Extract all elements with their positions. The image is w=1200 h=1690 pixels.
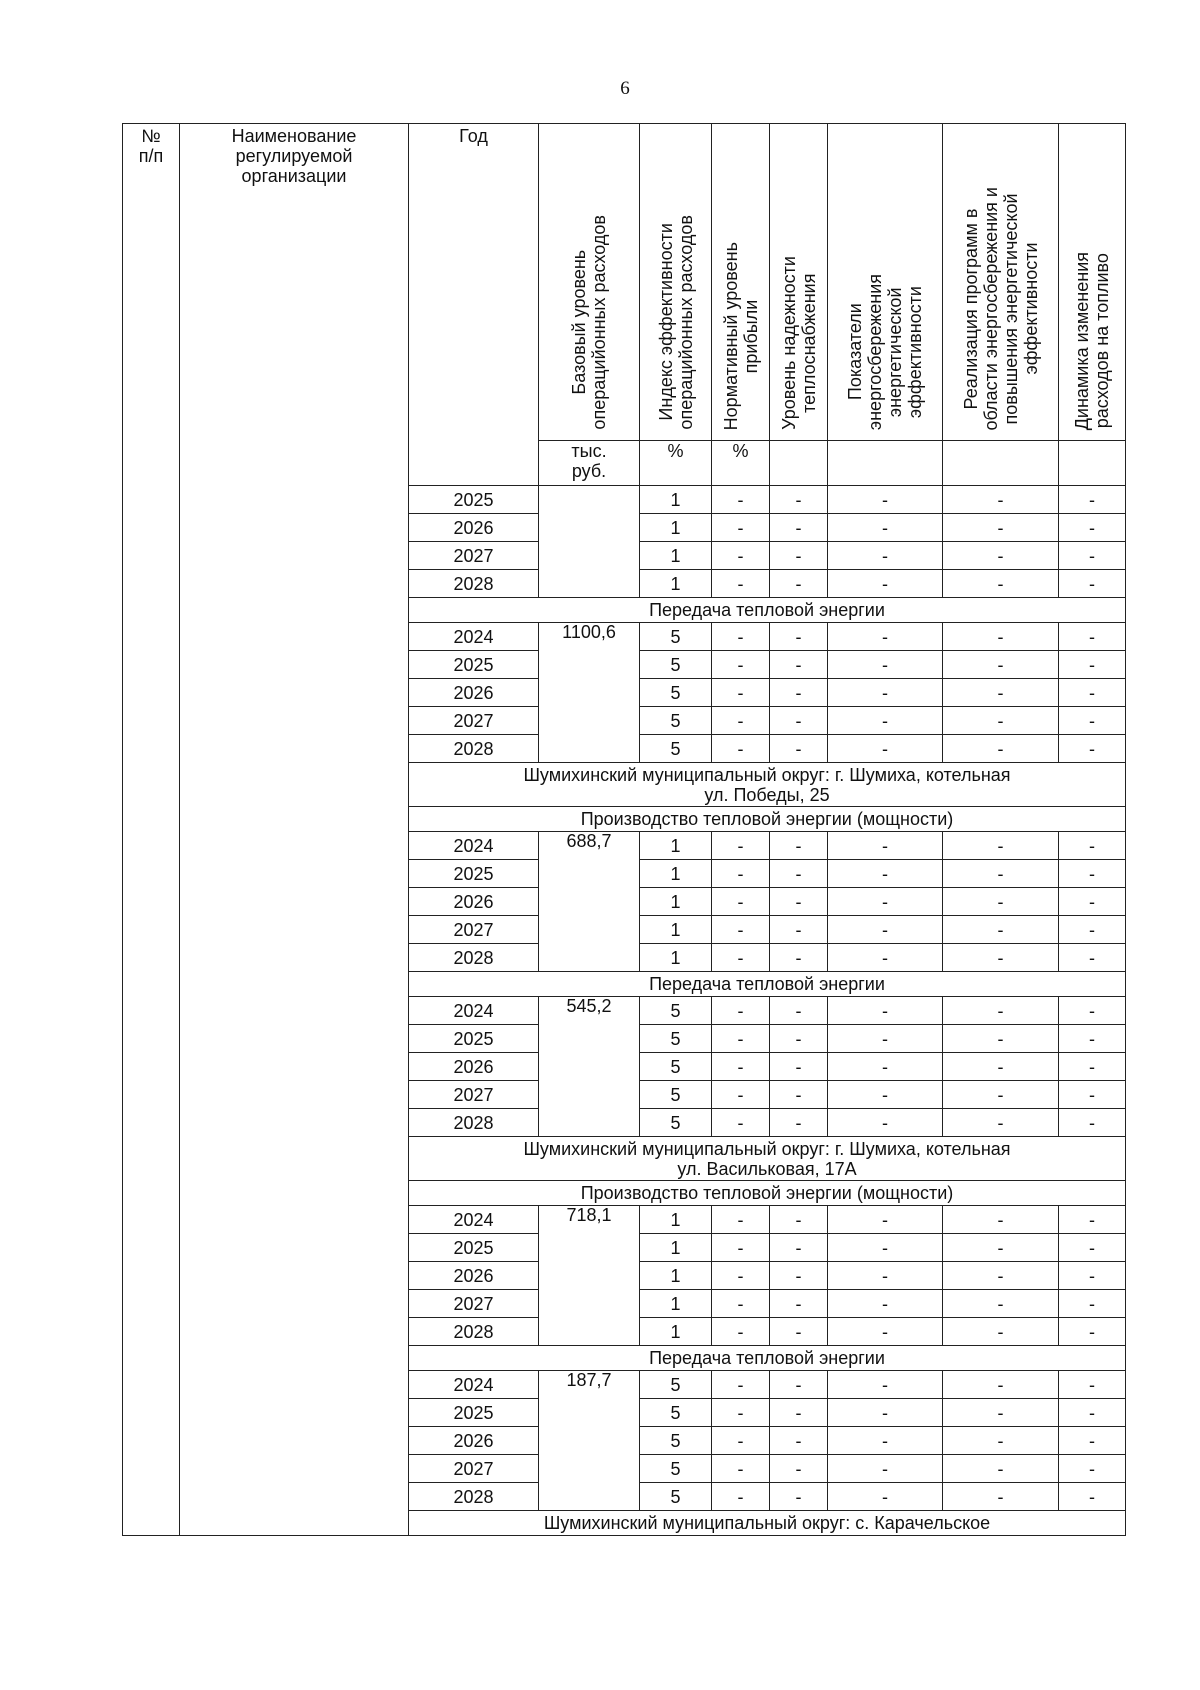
fuel-cell: - xyxy=(1059,1427,1126,1455)
programs-cell: - xyxy=(943,1399,1059,1427)
energy-indicators-cell: - xyxy=(828,1109,943,1137)
energy-indicators-cell: - xyxy=(828,944,943,972)
energy-indicators-cell: - xyxy=(828,1081,943,1109)
profit-cell: - xyxy=(712,832,770,860)
year-cell: 2026 xyxy=(409,514,539,542)
fuel-cell: - xyxy=(1059,486,1126,514)
col-profit-header: Нормативный уровень прибыли xyxy=(712,124,770,441)
energy-indicators-cell: - xyxy=(828,707,943,735)
energy-indicators-cell: - xyxy=(828,486,943,514)
reliability-cell: - xyxy=(770,542,828,570)
year-cell: 2025 xyxy=(409,1399,539,1427)
section-title: Производство тепловой энергии (мощности) xyxy=(409,807,1126,832)
index-cell: 1 xyxy=(640,486,712,514)
programs-cell: - xyxy=(943,542,1059,570)
fuel-cell: - xyxy=(1059,542,1126,570)
year-cell: 2028 xyxy=(409,735,539,763)
header-row xyxy=(123,124,1126,441)
org-title: Шумихинский муниципальный округ: с. Карачельское xyxy=(409,1511,1126,1536)
profit-cell: - xyxy=(712,1081,770,1109)
programs-cell: - xyxy=(943,1109,1059,1137)
org-title: Шумихинский муниципальный округ: г. Шумиха, котельная ул. Победы, 25 xyxy=(409,763,1126,807)
profit-cell: - xyxy=(712,651,770,679)
reliability-cell: - xyxy=(770,888,828,916)
section-title: Производство тепловой энергии (мощности) xyxy=(409,1181,1126,1206)
energy-indicators-cell: - xyxy=(828,888,943,916)
index-cell: 1 xyxy=(640,916,712,944)
fuel-cell: - xyxy=(1059,832,1126,860)
fuel-cell: - xyxy=(1059,944,1126,972)
energy-indicators-cell: - xyxy=(828,1399,943,1427)
index-cell: 5 xyxy=(640,1399,712,1427)
base-cost-cell xyxy=(539,486,640,598)
col-reliability-header: Уровень надежности теплоснабжения xyxy=(770,124,828,441)
profit-cell: - xyxy=(712,1318,770,1346)
profit-cell: - xyxy=(712,623,770,651)
fuel-cell: - xyxy=(1059,1109,1126,1137)
year-cell: 2027 xyxy=(409,1290,539,1318)
index-cell: 5 xyxy=(640,1109,712,1137)
year-cell: 2026 xyxy=(409,1262,539,1290)
programs-cell: - xyxy=(943,486,1059,514)
reliability-cell: - xyxy=(770,832,828,860)
programs-cell: - xyxy=(943,1371,1059,1399)
profit-cell: - xyxy=(712,570,770,598)
fuel-cell: - xyxy=(1059,1081,1126,1109)
section-title: Передача тепловой энергии xyxy=(409,972,1126,997)
programs-cell: - xyxy=(943,514,1059,542)
unit-index: % xyxy=(640,441,712,486)
index-cell: 1 xyxy=(640,1290,712,1318)
reliability-cell: - xyxy=(770,514,828,542)
year-cell: 2026 xyxy=(409,679,539,707)
profit-cell: - xyxy=(712,1290,770,1318)
reliability-cell: - xyxy=(770,1290,828,1318)
reliability-cell: - xyxy=(770,1399,828,1427)
year-cell: 2026 xyxy=(409,1053,539,1081)
index-cell: 5 xyxy=(640,707,712,735)
base-cost-cell: 688,7 xyxy=(539,832,640,972)
profit-cell: - xyxy=(712,1371,770,1399)
year-cell: 2024 xyxy=(409,1206,539,1234)
index-cell: 1 xyxy=(640,1206,712,1234)
profit-cell: - xyxy=(712,514,770,542)
programs-cell: - xyxy=(943,1290,1059,1318)
year-cell: 2025 xyxy=(409,651,539,679)
index-cell: 5 xyxy=(640,623,712,651)
index-cell: 5 xyxy=(640,1371,712,1399)
index-cell: 1 xyxy=(640,542,712,570)
unit-profit: % xyxy=(712,441,770,486)
reliability-cell: - xyxy=(770,1234,828,1262)
index-cell: 1 xyxy=(640,1262,712,1290)
energy-indicators-cell: - xyxy=(828,1053,943,1081)
col-year-header: Год xyxy=(409,124,539,486)
index-cell: 1 xyxy=(640,944,712,972)
profit-cell: - xyxy=(712,1262,770,1290)
programs-cell: - xyxy=(943,997,1059,1025)
profit-cell: - xyxy=(712,735,770,763)
reliability-cell: - xyxy=(770,1455,828,1483)
year-cell: 2028 xyxy=(409,1109,539,1137)
reliability-cell: - xyxy=(770,486,828,514)
energy-indicators-cell: - xyxy=(828,1262,943,1290)
fuel-cell: - xyxy=(1059,679,1126,707)
energy-indicators-cell: - xyxy=(828,735,943,763)
profit-cell: - xyxy=(712,860,770,888)
programs-cell: - xyxy=(943,679,1059,707)
year-cell: 2027 xyxy=(409,916,539,944)
fuel-cell: - xyxy=(1059,1483,1126,1511)
fuel-cell: - xyxy=(1059,514,1126,542)
energy-indicators-cell: - xyxy=(828,1483,943,1511)
programs-cell: - xyxy=(943,888,1059,916)
efficiency-table xyxy=(122,123,1126,1536)
reliability-cell: - xyxy=(770,707,828,735)
org-title: Шумихинский муниципальный округ: г. Шумиха, котельная ул. Васильковая, 17А xyxy=(409,1137,1126,1181)
profit-cell: - xyxy=(712,916,770,944)
index-cell: 1 xyxy=(640,1318,712,1346)
reliability-cell: - xyxy=(770,1371,828,1399)
fuel-cell: - xyxy=(1059,1234,1126,1262)
profit-cell: - xyxy=(712,542,770,570)
year-cell: 2024 xyxy=(409,1371,539,1399)
col-num-header: № п/п xyxy=(123,124,180,1536)
year-cell: 2027 xyxy=(409,707,539,735)
fuel-cell: - xyxy=(1059,1053,1126,1081)
year-cell: 2027 xyxy=(409,1081,539,1109)
col-programs-header: Реализация программ в области энергосбережения и повышения энергетической эффективности xyxy=(943,124,1059,441)
unit-empty xyxy=(828,441,943,486)
col-fuel-header: Динамика изменения расходов на топливо xyxy=(1059,124,1126,441)
index-cell: 1 xyxy=(640,514,712,542)
energy-indicators-cell: - xyxy=(828,1234,943,1262)
fuel-cell: - xyxy=(1059,1262,1126,1290)
reliability-cell: - xyxy=(770,1025,828,1053)
index-cell: 5 xyxy=(640,1483,712,1511)
index-cell: 5 xyxy=(640,1427,712,1455)
reliability-cell: - xyxy=(770,1206,828,1234)
energy-indicators-cell: - xyxy=(828,1455,943,1483)
programs-cell: - xyxy=(943,1025,1059,1053)
index-cell: 5 xyxy=(640,735,712,763)
index-cell: 5 xyxy=(640,651,712,679)
year-cell: 2024 xyxy=(409,832,539,860)
col-index-header: Индекс эффективности операцийонных расходов xyxy=(640,124,712,441)
section-title: Передача тепловой энергии xyxy=(409,598,1126,623)
profit-cell: - xyxy=(712,997,770,1025)
energy-indicators-cell: - xyxy=(828,679,943,707)
profit-cell: - xyxy=(712,486,770,514)
fuel-cell: - xyxy=(1059,707,1126,735)
profit-cell: - xyxy=(712,679,770,707)
reliability-cell: - xyxy=(770,651,828,679)
index-cell: 5 xyxy=(640,1081,712,1109)
reliability-cell: - xyxy=(770,1053,828,1081)
energy-indicators-cell: - xyxy=(828,623,943,651)
reliability-cell: - xyxy=(770,1483,828,1511)
fuel-cell: - xyxy=(1059,1399,1126,1427)
fuel-cell: - xyxy=(1059,860,1126,888)
reliability-cell: - xyxy=(770,944,828,972)
programs-cell: - xyxy=(943,1262,1059,1290)
fuel-cell: - xyxy=(1059,1290,1126,1318)
index-cell: 5 xyxy=(640,1025,712,1053)
reliability-cell: - xyxy=(770,997,828,1025)
profit-cell: - xyxy=(712,707,770,735)
unit-base: тыс. руб. xyxy=(539,441,640,486)
energy-indicators-cell: - xyxy=(828,1318,943,1346)
profit-cell: - xyxy=(712,944,770,972)
fuel-cell: - xyxy=(1059,1206,1126,1234)
programs-cell: - xyxy=(943,1455,1059,1483)
profit-cell: - xyxy=(712,1483,770,1511)
year-cell: 2025 xyxy=(409,1025,539,1053)
energy-indicators-cell: - xyxy=(828,916,943,944)
index-cell: 1 xyxy=(640,570,712,598)
fuel-cell: - xyxy=(1059,916,1126,944)
energy-indicators-cell: - xyxy=(828,514,943,542)
fuel-cell: - xyxy=(1059,1025,1126,1053)
fuel-cell: - xyxy=(1059,888,1126,916)
profit-cell: - xyxy=(712,888,770,916)
energy-indicators-cell: - xyxy=(828,860,943,888)
fuel-cell: - xyxy=(1059,623,1126,651)
reliability-cell: - xyxy=(770,860,828,888)
fuel-cell: - xyxy=(1059,570,1126,598)
fuel-cell: - xyxy=(1059,1455,1126,1483)
energy-indicators-cell: - xyxy=(828,1025,943,1053)
reliability-cell: - xyxy=(770,1081,828,1109)
year-cell: 2025 xyxy=(409,486,539,514)
unit-empty xyxy=(943,441,1059,486)
profit-cell: - xyxy=(712,1427,770,1455)
programs-cell: - xyxy=(943,707,1059,735)
fuel-cell: - xyxy=(1059,1318,1126,1346)
unit-empty xyxy=(1059,441,1126,486)
energy-indicators-cell: - xyxy=(828,1290,943,1318)
index-cell: 1 xyxy=(640,888,712,916)
reliability-cell: - xyxy=(770,1262,828,1290)
programs-cell: - xyxy=(943,651,1059,679)
year-cell: 2028 xyxy=(409,1318,539,1346)
index-cell: 5 xyxy=(640,1053,712,1081)
programs-cell: - xyxy=(943,944,1059,972)
programs-cell: - xyxy=(943,1053,1059,1081)
col-energy-indicators-header: Показатели энергосбережения энергетической эффективности xyxy=(828,124,943,441)
year-cell: 2026 xyxy=(409,888,539,916)
section-title: Передача тепловой энергии xyxy=(409,1346,1126,1371)
programs-cell: - xyxy=(943,1483,1059,1511)
index-cell: 5 xyxy=(640,997,712,1025)
programs-cell: - xyxy=(943,1427,1059,1455)
index-cell: 1 xyxy=(640,832,712,860)
energy-indicators-cell: - xyxy=(828,997,943,1025)
reliability-cell: - xyxy=(770,1109,828,1137)
unit-empty xyxy=(770,441,828,486)
profit-cell: - xyxy=(712,1455,770,1483)
programs-cell: - xyxy=(943,735,1059,763)
year-cell: 2024 xyxy=(409,623,539,651)
reliability-cell: - xyxy=(770,1318,828,1346)
programs-cell: - xyxy=(943,1206,1059,1234)
programs-cell: - xyxy=(943,916,1059,944)
index-cell: 5 xyxy=(640,1455,712,1483)
profit-cell: - xyxy=(712,1025,770,1053)
energy-indicators-cell: - xyxy=(828,570,943,598)
base-cost-cell: 545,2 xyxy=(539,997,640,1137)
energy-indicators-cell: - xyxy=(828,542,943,570)
col-base-header: Базовый уровень операцийонных расходов xyxy=(539,124,640,441)
fuel-cell: - xyxy=(1059,997,1126,1025)
fuel-cell: - xyxy=(1059,735,1126,763)
programs-cell: - xyxy=(943,570,1059,598)
profit-cell: - xyxy=(712,1053,770,1081)
year-cell: 2028 xyxy=(409,944,539,972)
year-cell: 2025 xyxy=(409,860,539,888)
profit-cell: - xyxy=(712,1206,770,1234)
base-cost-cell: 718,1 xyxy=(539,1206,640,1346)
energy-indicators-cell: - xyxy=(828,1427,943,1455)
year-cell: 2025 xyxy=(409,1234,539,1262)
year-cell: 2028 xyxy=(409,1483,539,1511)
profit-cell: - xyxy=(712,1234,770,1262)
index-cell: 1 xyxy=(640,1234,712,1262)
reliability-cell: - xyxy=(770,916,828,944)
reliability-cell: - xyxy=(770,623,828,651)
programs-cell: - xyxy=(943,832,1059,860)
page-number: 6 xyxy=(620,78,630,99)
programs-cell: - xyxy=(943,623,1059,651)
base-cost-cell: 187,7 xyxy=(539,1371,640,1511)
year-cell: 2027 xyxy=(409,1455,539,1483)
index-cell: 5 xyxy=(640,679,712,707)
programs-cell: - xyxy=(943,860,1059,888)
profit-cell: - xyxy=(712,1399,770,1427)
energy-indicators-cell: - xyxy=(828,832,943,860)
energy-indicators-cell: - xyxy=(828,651,943,679)
fuel-cell: - xyxy=(1059,651,1126,679)
energy-indicators-cell: - xyxy=(828,1371,943,1399)
reliability-cell: - xyxy=(770,679,828,707)
reliability-cell: - xyxy=(770,570,828,598)
energy-indicators-cell: - xyxy=(828,1206,943,1234)
col-name-header: Наименование регулируемой организации xyxy=(180,124,409,1536)
programs-cell: - xyxy=(943,1234,1059,1262)
reliability-cell: - xyxy=(770,735,828,763)
profit-cell: - xyxy=(712,1109,770,1137)
year-cell: 2024 xyxy=(409,997,539,1025)
year-cell: 2026 xyxy=(409,1427,539,1455)
programs-cell: - xyxy=(943,1318,1059,1346)
year-cell: 2028 xyxy=(409,570,539,598)
index-cell: 1 xyxy=(640,860,712,888)
reliability-cell: - xyxy=(770,1427,828,1455)
fuel-cell: - xyxy=(1059,1371,1126,1399)
programs-cell: - xyxy=(943,1081,1059,1109)
year-cell: 2027 xyxy=(409,542,539,570)
base-cost-cell: 1100,6 xyxy=(539,623,640,763)
